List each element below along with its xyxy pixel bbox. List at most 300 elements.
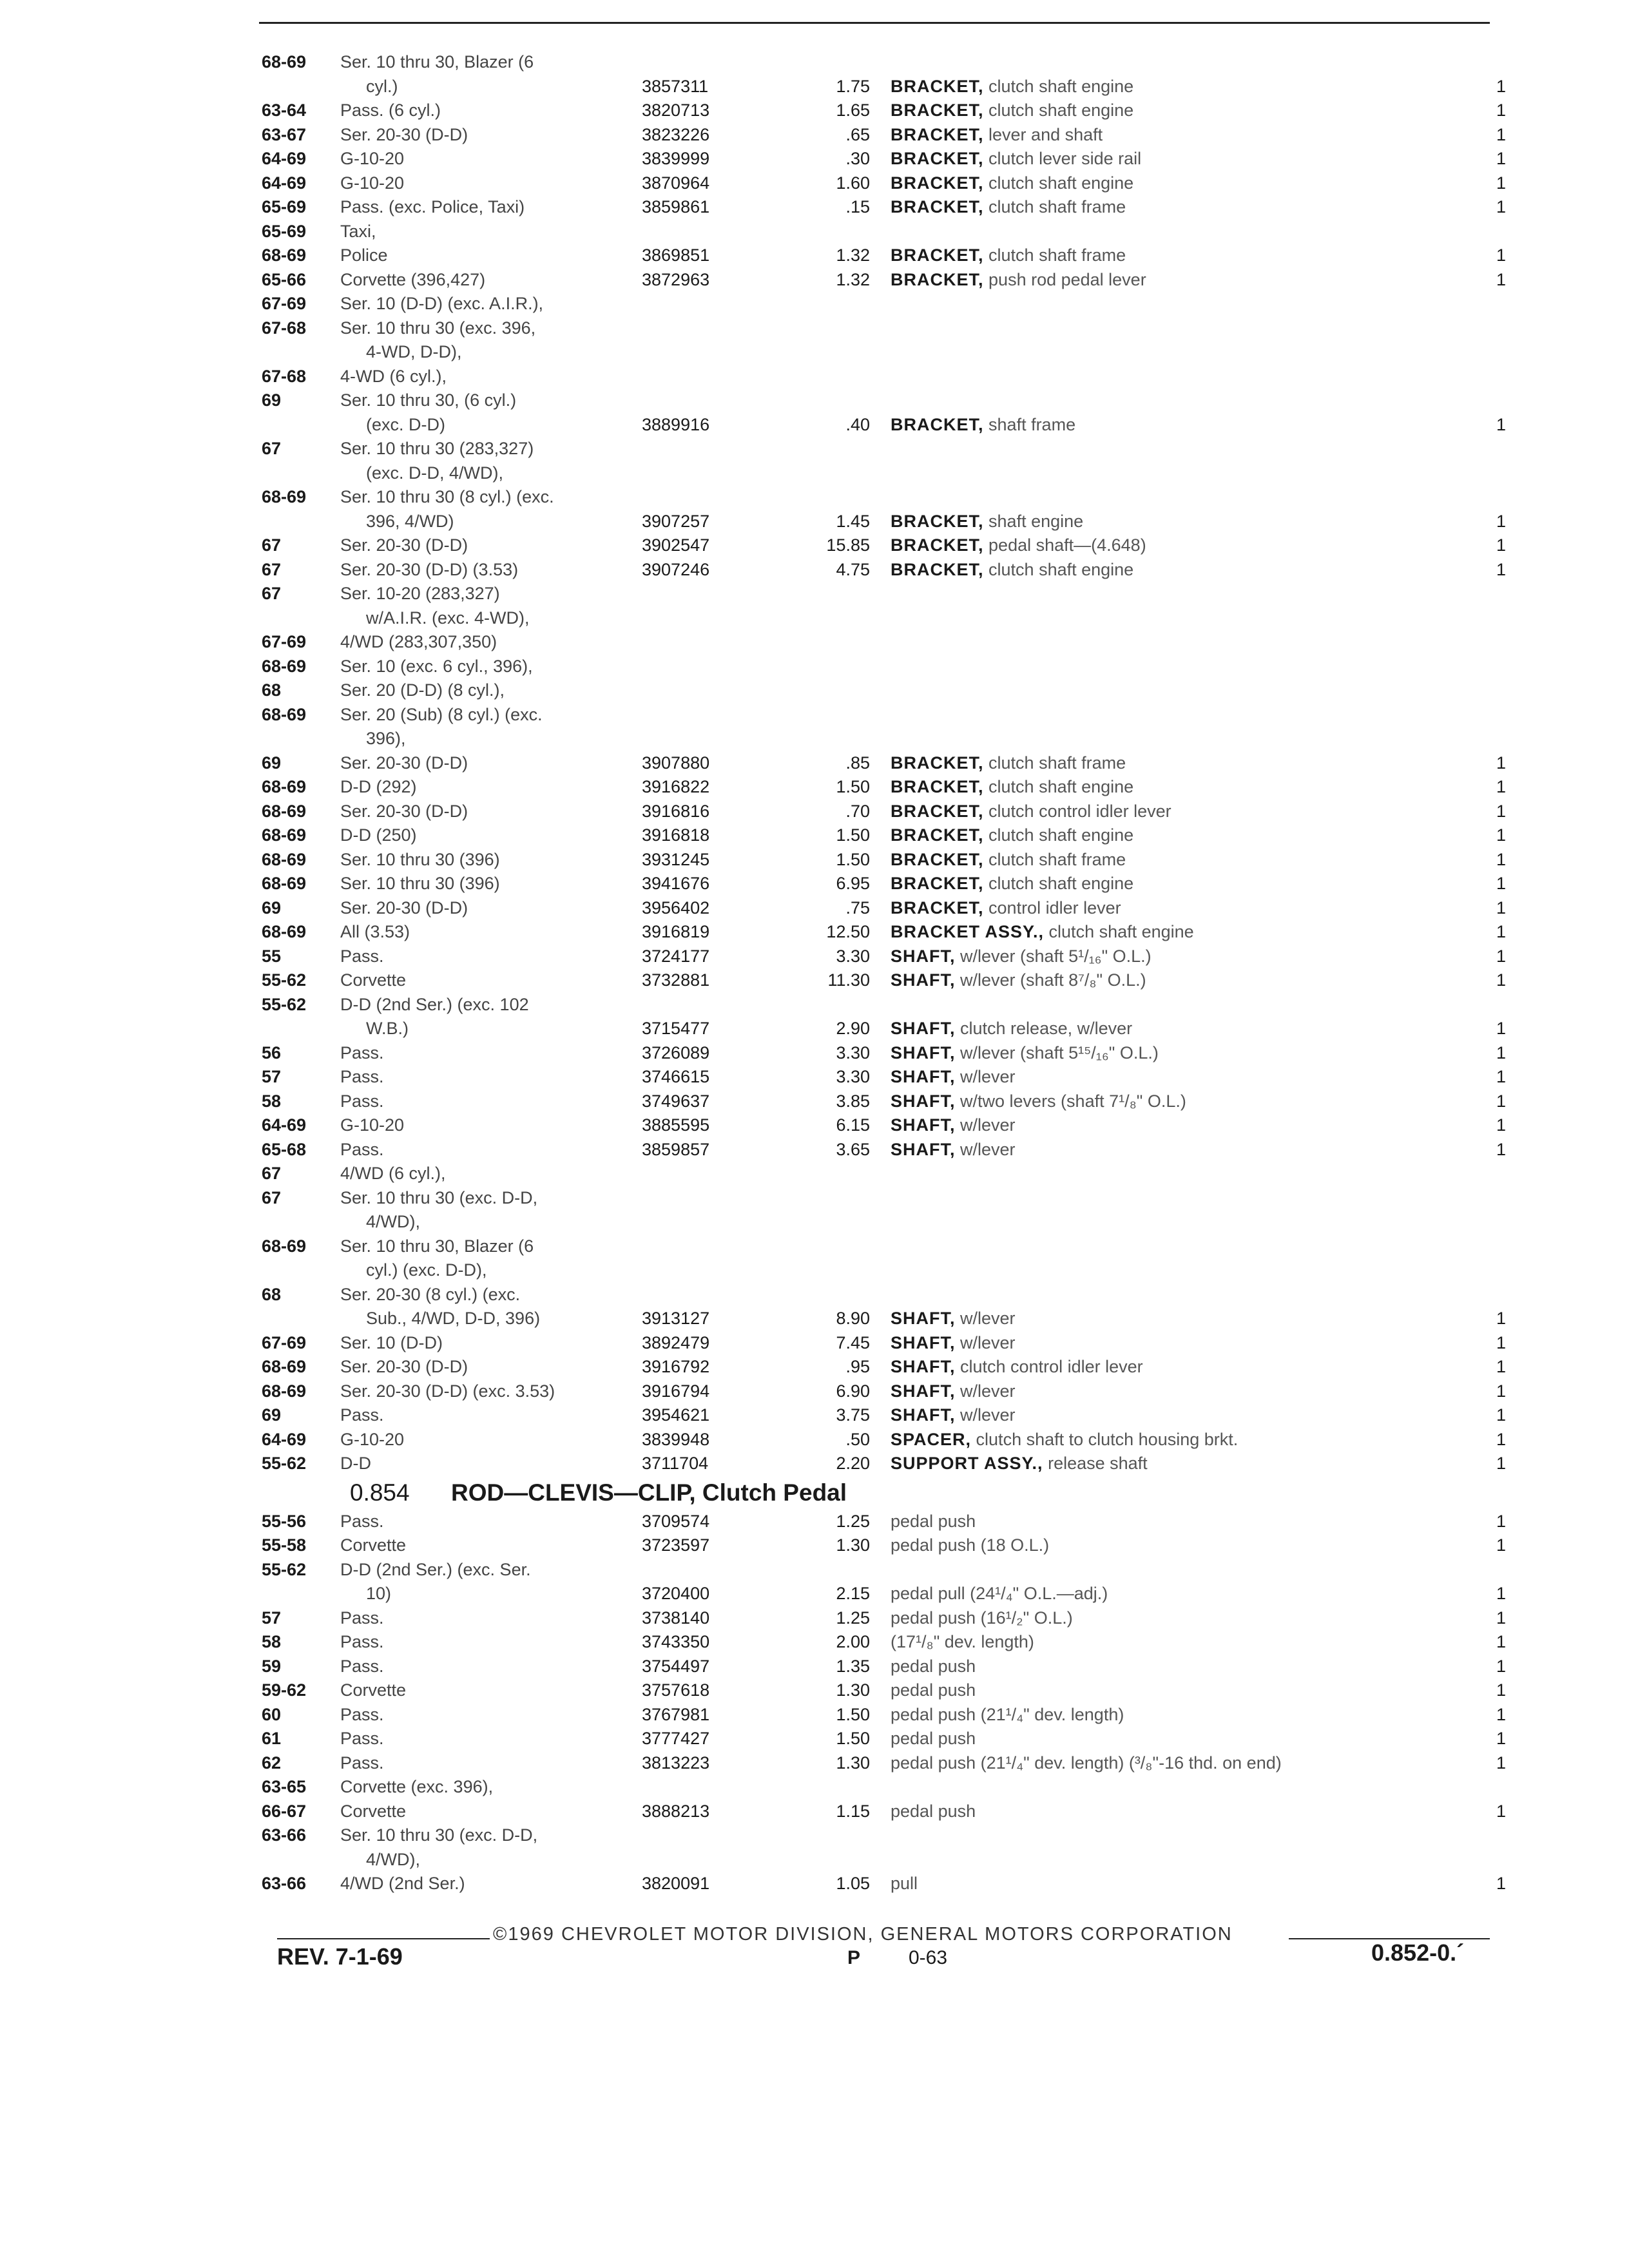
part-detail: clutch shaft engine	[988, 173, 1134, 193]
model-years: 67	[262, 559, 282, 579]
page-number: 0-63	[909, 1947, 948, 1968]
part-number: 3720400	[642, 1584, 710, 1603]
part-number: 3956402	[642, 898, 710, 918]
application: cyl.)	[366, 76, 398, 96]
model-years: 68-69	[262, 656, 307, 676]
part-number: 3723597	[642, 1535, 710, 1555]
parts-row	[0, 147, 1629, 171]
application: Ser. 20-30 (D-D)	[340, 124, 468, 144]
model-years: 68-69	[262, 704, 307, 724]
parts-row	[0, 1017, 1629, 1041]
price: 1.45	[836, 511, 870, 531]
application: Pass.	[340, 1729, 384, 1748]
model-years: 65-69	[262, 221, 307, 241]
part-title: SHAFT,	[891, 970, 956, 990]
part-number: 3892479	[642, 1332, 710, 1352]
parts-row	[0, 775, 1629, 800]
parts-row	[0, 1630, 1629, 1655]
price: 1.25	[836, 1608, 870, 1628]
quantity: 1	[1496, 414, 1507, 434]
part-detail: w/lever (shaft 5¹⁵/₁₆" O.L.)	[960, 1043, 1159, 1062]
part-description	[891, 823, 1470, 848]
part-description	[891, 123, 1470, 148]
part-number: 3820091	[642, 1874, 710, 1893]
model-years: 67	[262, 535, 282, 555]
price: .40	[845, 414, 870, 434]
price: 1.30	[836, 1753, 870, 1773]
part-number: 3746615	[642, 1067, 710, 1086]
quantity: 1	[1496, 1535, 1507, 1555]
part-description	[891, 945, 1470, 969]
price: 1.25	[836, 1511, 870, 1531]
parts-row	[0, 630, 1629, 655]
application: Corvette	[340, 1801, 407, 1821]
application: cyl.) (exc. D-D),	[366, 1260, 487, 1280]
section-heading	[0, 1476, 1629, 1510]
part-title: BRACKET,	[891, 511, 984, 531]
quantity: 1	[1496, 1454, 1507, 1473]
part-number: 3732881	[642, 970, 710, 990]
part-detail: release shaft	[1048, 1454, 1148, 1473]
revision-date: REV. 7-1-69	[277, 1943, 403, 1970]
quantity: 1	[1496, 1801, 1507, 1821]
part-number: 3885595	[642, 1115, 710, 1135]
application: 4/WD (6 cyl.),	[340, 1164, 446, 1183]
parts-row	[0, 1872, 1629, 1896]
price: 3.30	[836, 1043, 870, 1062]
copyright-notice: ©1969 CHEVROLET MOTOR DIVISION, GENERAL MOTORS CORPORATION	[493, 1924, 1233, 1945]
part-title: SHAFT,	[891, 946, 956, 966]
model-years: 67-68	[262, 366, 307, 386]
parts-row	[0, 606, 1629, 631]
part-number: 3859857	[642, 1139, 710, 1159]
model-years: 68-69	[262, 52, 307, 72]
part-title: BRACKET,	[891, 559, 984, 579]
model-years: 55-62	[262, 970, 307, 990]
model-years: 55-62	[262, 994, 307, 1014]
quantity: 1	[1496, 1704, 1507, 1724]
part-number: 3916819	[642, 922, 710, 941]
part-detail: lever and shaft	[988, 124, 1103, 144]
part-description	[891, 848, 1470, 872]
model-years: 67-68	[262, 318, 307, 338]
part-detail: (17¹/₈" dev. length)	[891, 1632, 1034, 1651]
parts-row	[0, 800, 1629, 824]
part-number: 3916822	[642, 777, 710, 796]
part-title: BRACKET,	[891, 269, 984, 289]
application: Pass.	[340, 1091, 384, 1111]
model-years: 63-66	[262, 1825, 307, 1845]
application: Pass.	[340, 1511, 384, 1531]
part-title: SHAFT,	[891, 1381, 956, 1401]
part-detail: clutch control idler lever	[960, 1357, 1143, 1376]
quantity: 1	[1496, 1139, 1507, 1159]
part-title: BRACKET,	[891, 197, 984, 216]
part-detail: w/lever	[960, 1332, 1016, 1352]
model-years: 68-69	[262, 487, 307, 506]
part-detail: w/lever	[960, 1115, 1016, 1135]
parts-row	[0, 1533, 1629, 1558]
application: Pass.	[340, 1405, 384, 1425]
quantity: 1	[1496, 101, 1507, 120]
part-detail: pedal push (18 O.L.)	[891, 1535, 1050, 1555]
part-title: SHAFT,	[891, 1357, 956, 1376]
application: Ser. 20-30 (D-D)	[340, 898, 468, 918]
part-title: BRACKET ASSY.,	[891, 922, 1045, 941]
model-years: 55	[262, 946, 282, 966]
application: 396, 4/WD)	[366, 511, 454, 531]
part-number: 3870964	[642, 173, 710, 193]
part-title: BRACKET,	[891, 801, 984, 821]
parts-row	[0, 1606, 1629, 1631]
application: Ser. 20 (Sub) (8 cyl.) (exc.	[340, 704, 543, 724]
model-years: 68-69	[262, 1357, 307, 1376]
parts-row	[0, 751, 1629, 776]
quantity: 1	[1496, 1874, 1507, 1893]
parts-row	[0, 171, 1629, 196]
model-years: 58	[262, 1091, 282, 1111]
part-description	[891, 800, 1470, 824]
application: Police	[340, 245, 388, 265]
parts-row	[0, 945, 1629, 969]
application: Ser. 10 (exc. 6 cyl., 396),	[340, 656, 533, 676]
part-description	[891, 1403, 1470, 1428]
application: Ser. 10 thru 30 (exc. D-D,	[340, 1187, 538, 1207]
part-description	[891, 195, 1470, 220]
parts-row	[0, 1283, 1629, 1307]
quantity: 1	[1496, 1332, 1507, 1352]
price: 6.95	[836, 874, 870, 893]
application: 4/WD (2nd Ser.)	[340, 1874, 465, 1893]
part-number: 3859861	[642, 197, 710, 216]
price: 8.90	[836, 1309, 870, 1328]
price: .50	[845, 1429, 870, 1449]
part-description	[891, 1379, 1470, 1404]
part-number: 3754497	[642, 1656, 710, 1676]
part-number: 3889916	[642, 414, 710, 434]
application: 4-WD (6 cyl.),	[340, 366, 447, 386]
part-title: SHAFT,	[891, 1332, 956, 1352]
price: 2.20	[836, 1454, 870, 1473]
part-number: 3711704	[642, 1454, 709, 1473]
price: 1.50	[836, 849, 870, 869]
application: Ser. 10 thru 30 (396)	[340, 849, 500, 869]
part-description	[891, 751, 1470, 776]
part-description	[891, 1113, 1470, 1138]
part-detail: pedal push	[891, 1729, 976, 1748]
price: 2.90	[836, 1019, 870, 1038]
quantity: 1	[1496, 245, 1507, 265]
application: Ser. 20-30 (8 cyl.) (exc.	[340, 1284, 521, 1304]
model-years: 67-69	[262, 632, 307, 651]
price: 1.30	[836, 1535, 870, 1555]
application: G-10-20	[340, 1115, 405, 1135]
application: 4/WD),	[366, 1849, 420, 1869]
price: 4.75	[836, 559, 870, 579]
quantity: 1	[1496, 874, 1507, 893]
application: G-10-20	[340, 1429, 405, 1449]
part-description	[891, 1606, 1470, 1631]
part-description	[891, 1452, 1470, 1476]
part-number: 3902547	[642, 535, 710, 555]
model-years: 55-56	[262, 1511, 307, 1531]
parts-row	[0, 1510, 1629, 1534]
application: Ser. 10 thru 30 (exc. 396,	[340, 318, 536, 338]
price: 3.75	[836, 1405, 870, 1425]
part-description	[891, 1307, 1470, 1331]
quantity: 1	[1496, 1584, 1507, 1603]
part-number: 3749637	[642, 1091, 710, 1111]
part-description	[891, 1533, 1470, 1558]
application: Ser. 10 (D-D) (exc. A.I.R.),	[340, 294, 544, 313]
part-detail: w/lever (shaft 8⁷/₈" O.L.)	[960, 970, 1146, 990]
part-number: 3954621	[642, 1405, 710, 1425]
part-number: 3916816	[642, 801, 710, 821]
part-number: 3823226	[642, 124, 710, 144]
price: 1.75	[836, 76, 870, 96]
quantity: 1	[1496, 511, 1507, 531]
part-title: SHAFT,	[891, 1139, 956, 1159]
parts-row	[0, 1655, 1629, 1679]
quantity: 1	[1496, 76, 1507, 96]
model-years: 69	[262, 898, 282, 918]
part-number: 3757618	[642, 1680, 710, 1700]
part-number: 3869851	[642, 245, 710, 265]
model-years: 69	[262, 1405, 282, 1425]
part-description	[891, 1727, 1470, 1751]
model-years: 64-69	[262, 1429, 307, 1449]
part-number: 3907257	[642, 511, 710, 531]
parts-row	[0, 195, 1629, 220]
application: Corvette (exc. 396),	[340, 1777, 494, 1796]
part-description	[891, 1678, 1470, 1703]
part-detail: clutch lever side rail	[988, 149, 1142, 168]
part-number: 3726089	[642, 1043, 710, 1062]
parts-row	[0, 848, 1629, 872]
quantity: 1	[1496, 1357, 1507, 1376]
part-detail: clutch shaft engine	[988, 777, 1134, 796]
part-number: 3715477	[642, 1019, 710, 1038]
part-description	[891, 968, 1470, 993]
application: Ser. 20 (D-D) (8 cyl.),	[340, 680, 505, 700]
part-number: 3857311	[642, 76, 709, 96]
part-description	[891, 1428, 1470, 1452]
part-description	[891, 244, 1470, 268]
application: G-10-20	[340, 149, 405, 168]
parts-row	[0, 244, 1629, 268]
application: Corvette (396,427)	[340, 269, 486, 289]
parts-row	[0, 920, 1629, 945]
model-years: 55-62	[262, 1559, 307, 1579]
price: 12.50	[826, 922, 870, 941]
part-detail: shaft engine	[988, 511, 1084, 531]
model-years: 68-69	[262, 1381, 307, 1401]
part-description	[891, 1138, 1470, 1162]
price: 3.30	[836, 1067, 870, 1086]
model-years: 66-67	[262, 1801, 307, 1821]
model-years: 55-58	[262, 1535, 307, 1555]
part-description	[891, 1630, 1470, 1655]
part-description	[891, 147, 1470, 171]
price: .95	[845, 1357, 870, 1376]
page-prefix: P	[847, 1947, 861, 1968]
part-detail: clutch release, w/lever	[960, 1019, 1133, 1038]
part-detail: w/lever (shaft 5¹/₁₆" O.L.)	[960, 946, 1152, 966]
part-title: BRACKET,	[891, 874, 984, 893]
parts-row	[0, 389, 1629, 413]
application: Pass.	[340, 1608, 384, 1628]
parts-row	[0, 1041, 1629, 1066]
application: D-D (250)	[340, 825, 417, 845]
quantity: 1	[1496, 1680, 1507, 1700]
part-detail: clutch shaft to clutch housing brkt.	[976, 1429, 1239, 1449]
application: G-10-20	[340, 173, 405, 193]
price: 11.30	[827, 970, 870, 990]
price: 3.85	[836, 1091, 870, 1111]
part-title: SHAFT,	[891, 1091, 956, 1111]
quantity: 1	[1496, 1511, 1507, 1531]
model-years: 67-69	[262, 294, 307, 313]
parts-row	[0, 968, 1629, 993]
model-years: 68	[262, 680, 282, 700]
model-years: 58	[262, 1632, 282, 1651]
part-detail: push rod pedal lever	[988, 269, 1146, 289]
part-title: SHAFT,	[891, 1019, 956, 1038]
application: All (3.53)	[340, 922, 410, 941]
parts-row	[0, 678, 1629, 703]
part-title: SHAFT,	[891, 1405, 956, 1425]
part-title: BRACKET,	[891, 76, 984, 96]
section-reference: 0.852-0.´	[1371, 1939, 1465, 1966]
part-number: 3916792	[642, 1357, 710, 1376]
model-years: 68-69	[262, 801, 307, 821]
parts-row	[0, 340, 1629, 365]
application: Corvette	[340, 1680, 407, 1700]
part-description	[891, 896, 1470, 921]
application: Ser. 10 thru 30, Blazer (6	[340, 1236, 534, 1256]
application: (exc. D-D)	[366, 414, 445, 434]
part-number: 3724177	[642, 946, 710, 966]
model-years: 69	[262, 753, 282, 773]
application: (exc. D-D, 4/WD),	[366, 463, 503, 483]
parts-row	[0, 1823, 1629, 1848]
model-years: 59	[262, 1656, 282, 1676]
quantity: 1	[1496, 1729, 1507, 1748]
parts-row	[0, 75, 1629, 99]
model-years: 68-69	[262, 825, 307, 845]
application: Ser. 10 thru 30 (8 cyl.) (exc.	[340, 487, 554, 506]
part-detail: clutch shaft engine	[1048, 922, 1194, 941]
quantity: 1	[1496, 946, 1507, 966]
part-title: BRACKET,	[891, 245, 984, 265]
price: .75	[845, 898, 870, 918]
parts-row	[0, 99, 1629, 123]
parts-row	[0, 558, 1629, 582]
application: 4/WD),	[366, 1212, 420, 1231]
quantity: 1	[1496, 825, 1507, 845]
parts-row	[0, 413, 1629, 437]
parts-row	[0, 1775, 1629, 1800]
part-title: BRACKET,	[891, 173, 984, 193]
part-number: 3743350	[642, 1632, 710, 1651]
quantity: 1	[1496, 898, 1507, 918]
parts-row	[0, 1138, 1629, 1162]
parts-row	[0, 1355, 1629, 1379]
parts-row	[0, 1258, 1629, 1283]
part-detail: w/two levers (shaft 7¹/₈" O.L.)	[960, 1091, 1186, 1111]
parts-row	[0, 993, 1629, 1017]
model-years: 57	[262, 1608, 282, 1628]
part-number: 3913127	[642, 1309, 710, 1328]
price: 1.60	[836, 173, 870, 193]
parts-row	[0, 1558, 1629, 1582]
part-number: 3907880	[642, 753, 710, 773]
application: Sub., 4/WD, D-D, 396)	[366, 1309, 541, 1328]
quantity: 1	[1496, 1019, 1507, 1038]
part-number: 3888213	[642, 1801, 710, 1821]
part-number: 3767981	[642, 1704, 710, 1724]
parts-row	[0, 1162, 1629, 1186]
part-description	[891, 171, 1470, 196]
price: .15	[845, 197, 870, 216]
quantity: 1	[1496, 1632, 1507, 1651]
section-number: 0.854	[350, 1479, 410, 1506]
application: Pass.	[340, 1139, 384, 1159]
model-years: 68-69	[262, 1236, 307, 1256]
quantity: 1	[1496, 1608, 1507, 1628]
application: Ser. 20-30 (D-D) (exc. 3.53)	[340, 1381, 555, 1401]
part-detail: control idler lever	[988, 898, 1121, 918]
part-detail: clutch shaft engine	[988, 101, 1134, 120]
model-years: 59-62	[262, 1680, 307, 1700]
application: Corvette	[340, 970, 407, 990]
price: 6.15	[836, 1115, 870, 1135]
part-title: BRACKET,	[891, 149, 984, 168]
price: 1.50	[836, 825, 870, 845]
parts-row	[0, 1703, 1629, 1727]
application: D-D (2nd Ser.) (exc. 102	[340, 994, 529, 1014]
part-description	[891, 268, 1470, 293]
parts-row	[0, 50, 1629, 75]
application: Taxi,	[340, 221, 376, 241]
price: 1.50	[836, 777, 870, 796]
model-years: 63-65	[262, 1777, 307, 1796]
part-title: BRACKET,	[891, 414, 984, 434]
part-title: BRACKET,	[891, 753, 984, 773]
model-years: 68-69	[262, 849, 307, 869]
quantity: 1	[1496, 922, 1507, 941]
parts-row	[0, 1186, 1629, 1211]
part-title: SHAFT,	[891, 1043, 956, 1062]
part-detail: clutch shaft engine	[988, 825, 1134, 845]
part-number: 3709574	[642, 1511, 710, 1531]
quantity: 1	[1496, 559, 1507, 579]
price: 6.90	[836, 1381, 870, 1401]
application: Ser. 20-30 (D-D)	[340, 753, 468, 773]
application: Ser. 10 thru 30 (exc. D-D,	[340, 1825, 538, 1845]
price: 1.32	[836, 269, 870, 289]
model-years: 68-69	[262, 245, 307, 265]
parts-row	[0, 655, 1629, 679]
part-description	[891, 533, 1470, 558]
top-rule	[259, 22, 1490, 24]
application: Ser. 10 thru 30, Blazer (6	[340, 52, 534, 72]
quantity: 1	[1496, 1091, 1507, 1111]
price: .70	[845, 801, 870, 821]
parts-row	[0, 1090, 1629, 1114]
model-years: 56	[262, 1043, 282, 1062]
application: Pass. (exc. Police, Taxi)	[340, 197, 525, 216]
